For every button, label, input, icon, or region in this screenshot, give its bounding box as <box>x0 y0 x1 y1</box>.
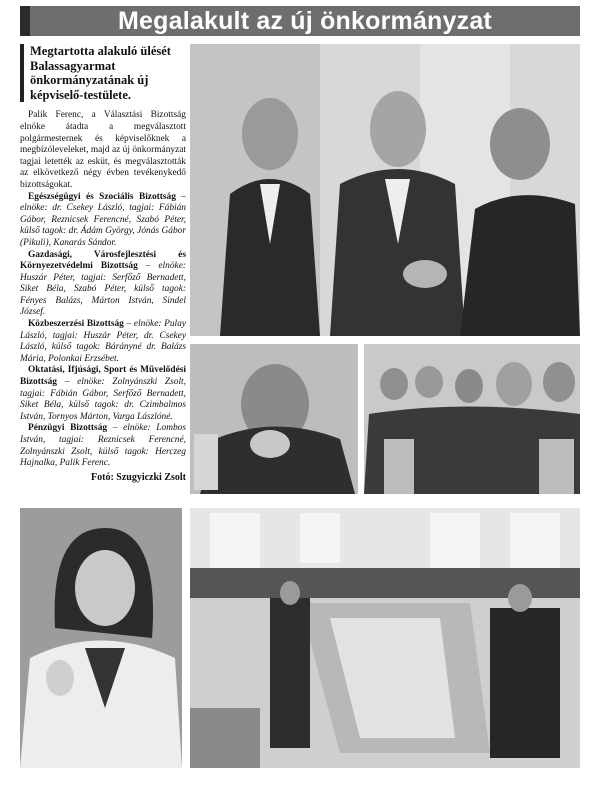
lead-paragraph: Megtartotta alakuló ülését Balassagyarmat önkormányzatának új képviselő-testülete. <box>20 44 186 102</box>
headline: Megalakult az új önkormányzat <box>118 7 492 35</box>
thinking-man-photo <box>190 344 358 494</box>
article-column <box>20 44 186 483</box>
committee-members: – elnöke: Huszár Péter, tagjai: Serfőző Bernadett, Siket Béla, Szabó Péter, külső tagok: Fényes Balázs, Márton István, Sindel József. <box>20 261 186 318</box>
committee-members: – elnöke: Lombos István, tagjai: Reznicsek Ferencné, Zolnyánszki Zsolt, külső tagok: Herczeg Hajnalka, Palik Ferenc. <box>20 423 187 469</box>
audience-image <box>364 344 580 494</box>
woman-image <box>20 508 182 768</box>
committee-1 <box>20 192 186 250</box>
committee-3 <box>20 319 186 365</box>
meeting-room-image <box>190 508 580 768</box>
thinking-man-image <box>190 344 358 494</box>
headline-banner <box>20 6 580 36</box>
intro-paragraph: Palik Ferenc, a Választási Bizottság elnöke átadta a megválasztott polgármesternek és képviselőknek a megbízóleveleket, majd az új önkormányzat tagjai letették az esküt, és megválasztották az elkövetkező négy évben tevékenykedő bizottságokat. <box>20 110 186 190</box>
woman-photo <box>20 508 182 768</box>
photo-credit: Fotó: Szugyiczki Zsolt <box>91 471 186 483</box>
committee-name: Pénzügyi Bizottság <box>28 423 108 434</box>
committee-name: Közbeszerzési Bizottság <box>28 319 124 330</box>
committee-4 <box>20 365 186 423</box>
committee-name: Oktatási, Ifjúsági, Sport és Művelődési Bizottság <box>20 365 186 388</box>
committee-members: – elnöke: Pulay László, tagjai: Huszár Péter, dr. Csekey László, külső tagok: Bárányné dr. Balázs Mária, Polonkai Erzsébet. <box>20 319 187 364</box>
committee-name: Egészségügyi és Szociális Bizottság <box>28 191 176 202</box>
handshake-photo <box>190 44 580 336</box>
committee-name: Gazdasági, Városfejlesztési és Környezetvédelmi Bizottság <box>20 249 186 272</box>
committee-members: – elnöke: dr. Csekey László, tagjai: Fábián Gábor, Reznicsek Ferencné, Szabó Péter, külső tagok: dr. Ádám György, Jónás Gábor (Pikuli), Kanarás Sándor. <box>20 191 186 248</box>
meeting-room-photo <box>190 508 580 768</box>
audience-photo <box>364 344 580 494</box>
committee-members: – elnöke: Zolnyánszki Zsolt, tagjai: Fábián Gábor, Serfőző Bernadett, Siket Béla, külső tagok: dr. Czimbalmos István, Tornyos Márton, Varga Lászlóné. <box>20 377 186 422</box>
committee-5 <box>20 423 186 469</box>
handshake-image <box>190 44 580 336</box>
committee-2 <box>20 250 186 320</box>
